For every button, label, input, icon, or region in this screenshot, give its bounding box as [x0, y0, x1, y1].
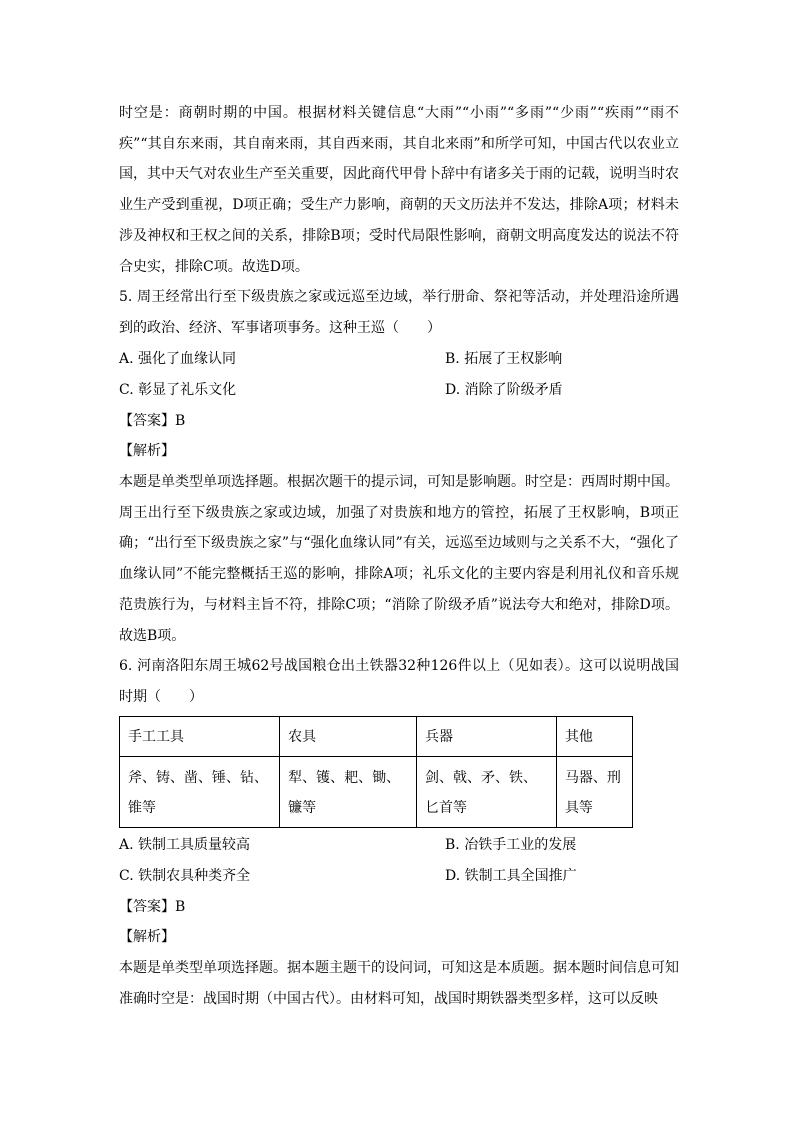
- table-cell: 犁、镬、耙、锄、镰等: [280, 756, 417, 827]
- q6-option-d: D. 铁制工具全国推广: [445, 867, 577, 884]
- q5-options-row-1: [119, 344, 679, 375]
- iron-tools-table: [119, 716, 633, 828]
- page-content: [119, 98, 679, 1014]
- q6-option-c: C. 铁制农具种类齐全: [119, 867, 251, 884]
- table-header-cell: 手工工具: [120, 716, 280, 756]
- table-row: [120, 756, 633, 827]
- table-header-cell: 其他: [556, 716, 632, 756]
- q5-analysis-label: 【解析】: [119, 443, 175, 460]
- q5-options-row-2: [119, 375, 679, 406]
- question-5: [119, 282, 679, 651]
- q6-option-a: A. 铁制工具质量较高: [119, 836, 251, 853]
- table-header-cell: 兵器: [417, 716, 557, 756]
- q5-stem: 5. 周王经常出行至下级贵族之家或远巡至边域，举行册命、祭祀等活动，并处理沿途所遇到的政治、经济、军事诸项事务。这种王巡（ ）: [119, 289, 679, 336]
- prev-explanation: 时空是：商朝时期的中国。根据材料关键信息“大雨”“小雨”“多雨”“少雨”“疾雨”“雨不疾”“其自东来雨，其自南来雨，其自西来雨，其自北来雨”和所学可知，中国古代以农业立国，其中天气对农业生产至关重要，因此商代甲骨卜辞中有诸多关于雨的记载，说明当时农业生产受到重视，D项正确；受生产力影响，商朝的天文历法并不发达，排除A项；材料未涉及神权和王权之间的关系，排除B项；受时代局限性影响，商朝文明高度发达的说法不符合史实，排除C项。故选D项。: [119, 105, 679, 275]
- q6-analysis: 本题是单类型单项选择题。据本题主题干的设问词，可知这是本质题。据本题时间信息可知准确时空是：战国时期（中国古代）。由材料可知，战国时期铁器类型多样，这可以反映: [119, 960, 679, 1007]
- question-6: [119, 651, 679, 1014]
- table-header-cell: 农具: [280, 716, 417, 756]
- q5-analysis: 本题是单类型单项选择题。根据次题干的提示词，可知是影响题。时空是：西周时期中国。周王出行至下级贵族之家或边域，加强了对贵族和地方的管控，拓展了王权影响，B项正确；“出行至下级贵族之家”与“强化血缘认同”有关，远巡至边域则与之关系不大，“强化了血缘认同”不能完整概括王巡的影响，排除A项；礼乐文化的主要内容是利用礼仪和音乐规范贵族行为，与材料主旨不符，排除C项；“消除了阶级矛盾”说法夸大和绝对，排除D项。故选B项。: [119, 474, 679, 644]
- q6-stem: 6. 河南洛阳东周王城62号战国粮仓出土铁器32种126件以上（见如表）。这可以说明战国时期（ ）: [119, 658, 679, 705]
- q6-options-row-2: [119, 861, 679, 892]
- q5-option-c: C. 彰显了礼乐文化: [119, 381, 237, 398]
- q5-option-d: D. 消除了阶级矛盾: [445, 381, 563, 398]
- q5-answer: 【答案】B: [119, 412, 186, 429]
- table-header-row: [120, 716, 633, 756]
- q6-analysis-label: 【解析】: [119, 929, 175, 946]
- table-cell: 马器、刑具等: [556, 756, 632, 827]
- q5-option-b: B. 拓展了王权影响: [445, 350, 563, 367]
- q6-options-row-1: [119, 830, 679, 861]
- table-cell: 剑、戟、矛、铁、匕首等: [417, 756, 557, 827]
- table-cell: 斧、铸、凿、锤、钻、锥等: [120, 756, 280, 827]
- q6-option-b: B. 冶铁手工业的发展: [445, 836, 577, 853]
- q6-answer: 【答案】B: [119, 898, 186, 915]
- q5-option-a: A. 强化了血缘认同: [119, 350, 237, 367]
